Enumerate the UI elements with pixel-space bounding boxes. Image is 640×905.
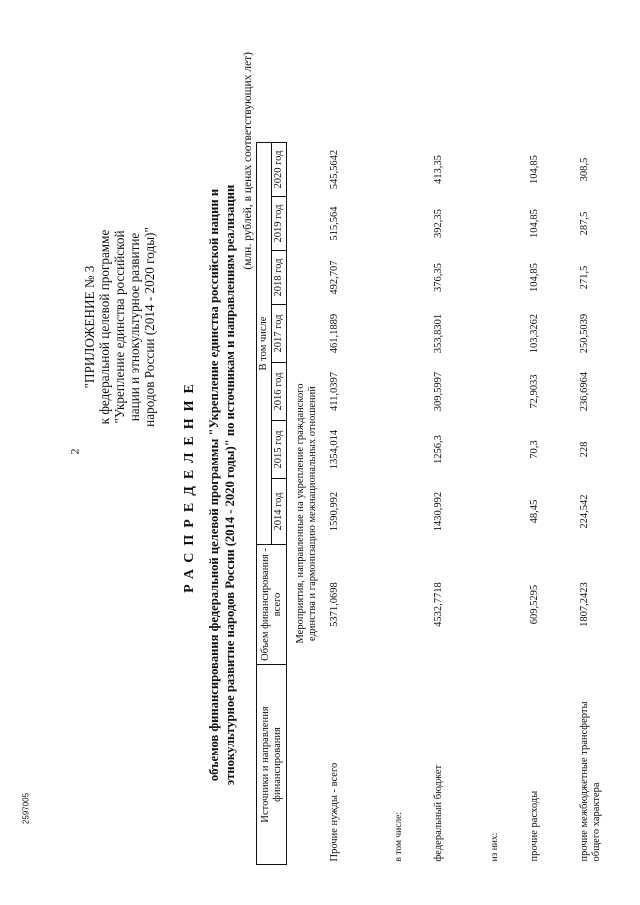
table-row (577, 143, 605, 865)
row-label: Прочие нужды - всего (329, 762, 340, 862)
appendix-note (82, 182, 157, 472)
appendix-line: к федеральной целевой программе (97, 229, 112, 425)
row-year-value: 308,5 (579, 157, 590, 182)
row-year-value: 1256,3 (433, 435, 444, 464)
table-row (391, 143, 431, 865)
row-total: 1807,2423 (579, 582, 590, 627)
table-row (487, 143, 527, 865)
page-number: 2 (67, 448, 82, 455)
header-year: 2014 год (272, 479, 287, 545)
title-line-2: этнокультурное развитие народов России (2014 - 2020 годы)" по источникам и направлениям реализации (223, 184, 237, 786)
row-year-value: 48,45 (529, 499, 540, 524)
row-year-value: 1590,992 (329, 491, 340, 532)
section-row (287, 143, 328, 865)
table-row (327, 143, 391, 865)
document-id: 2597005 (21, 792, 31, 825)
header-year: 2018 год (272, 251, 287, 305)
row-year-value: 271,5 (579, 265, 590, 290)
row-year-value: 353,8301 (433, 313, 444, 354)
row-label: прочие межбюджетные трансферты общего характера (579, 701, 602, 862)
appendix-line: нации и этнокультурное развитие (127, 232, 142, 422)
table-row (431, 143, 487, 865)
row-year-value: 236,6964 (579, 371, 590, 412)
title-line-1: объемов финансирования федеральной целевой программы "Укрепление единства российской нации и (207, 188, 221, 782)
row-year-value: 1354,014 (329, 429, 340, 470)
appendix-line: "Укрепление единства российской (112, 230, 127, 424)
row-year-value: 103,3262 (529, 313, 540, 354)
section-title: Мероприятия, направленные на укрепление гражданского единства и гармонизацию межнациональных отношений (295, 383, 318, 644)
appendix-line: народов России (2014 - 2020 годы)" (142, 227, 157, 427)
row-year-value: 376,35 (433, 263, 444, 292)
row-year-value: 104,85 (529, 155, 540, 184)
title-heading: РАСПРЕДЕЛЕНИЕ (182, 377, 197, 593)
row-label: прочие расходы (529, 790, 540, 862)
row-year-value: 461,1889 (329, 313, 340, 354)
header-including: В том числе (257, 143, 272, 545)
row-year-value: 72,9033 (529, 374, 540, 409)
row-year-value: 309,5997 (433, 371, 444, 412)
header-total: Объем финансирования - всего (257, 545, 287, 665)
row-sublabel: из них: (490, 832, 500, 862)
row-total: 609,5295 (529, 584, 540, 625)
units-note: (млн. рублей, в ценах соответствующих лет) (242, 52, 254, 270)
row-year-value: 224,542 (579, 494, 590, 529)
row-total: 4532,7718 (433, 582, 444, 627)
row-year-value: 250,5039 (579, 313, 590, 354)
row-year-value: 411,0397 (329, 372, 340, 411)
row-year-value: 70,3 (529, 440, 540, 459)
row-year-value: 228 (579, 441, 590, 458)
document-title (182, 105, 238, 865)
appendix-line: "ПРИЛОЖЕНИЕ № 3 (82, 265, 97, 389)
header-year: 2020 год (272, 143, 287, 197)
header-source: Источники и направления финансирования (257, 665, 287, 865)
header-year: 2016 год (272, 363, 287, 421)
financing-table (256, 142, 605, 865)
row-year-value: 104,85 (529, 263, 540, 292)
row-year-value: 287,5 (579, 211, 590, 236)
row-year-value: 545,5642 (329, 149, 340, 190)
table-row (527, 143, 577, 865)
row-label: федеральный бюджет (433, 764, 444, 862)
row-year-value: 392,35 (433, 209, 444, 238)
row-total: 5371,0698 (329, 582, 340, 627)
row-year-value: 1430,992 (433, 491, 444, 532)
header-year: 2015 год (272, 421, 287, 479)
row-year-value: 413,35 (433, 155, 444, 184)
row-year-value: 515,564 (329, 206, 340, 241)
row-year-value: 104,85 (529, 209, 540, 238)
row-year-value: 492,707 (329, 260, 340, 295)
header-year: 2019 год (272, 197, 287, 251)
header-year: 2017 год (272, 305, 287, 363)
row-sublabel: в том числе: (394, 811, 404, 862)
